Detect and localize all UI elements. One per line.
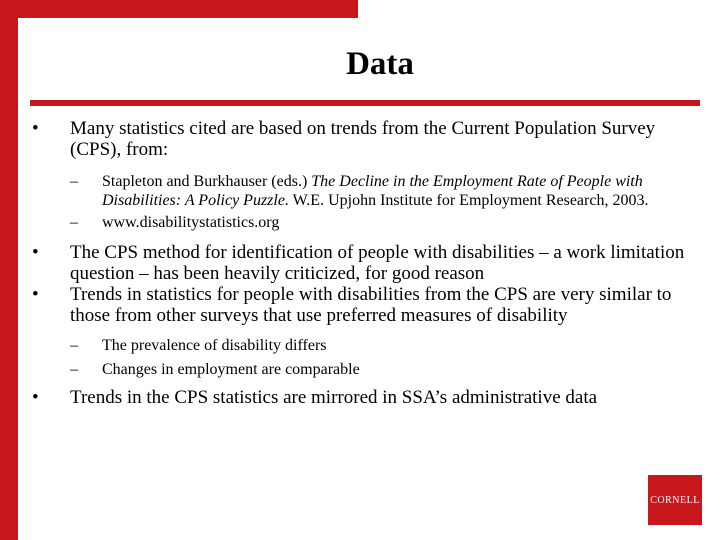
title-underline [30,100,700,106]
dash-icon: – [70,173,78,190]
bullet-icon: • [32,284,39,305]
dash-icon: – [70,214,78,231]
sub-bullet-item [28,172,698,210]
logo-text: CORNELL [650,494,700,506]
slide-content [28,118,698,408]
bullet-item [28,242,698,284]
sub-bullet-text: Changes in employment are comparable [102,361,360,378]
bullet-text: The CPS method for identification of people with disabilities – a work limitation question – has been heavily criticized, for good reason [70,242,685,284]
reference-title: The Decline in the Employment Rate of People with Disabilities: A Policy Puzzle. [102,173,643,209]
sub-bullet-item [28,360,698,379]
bullet-icon: • [32,387,39,408]
slide-title: Data [346,46,414,82]
bullet-item [28,284,698,326]
bullet-icon: • [32,118,39,139]
website-link-text: www.disabilitystatistics.org [102,214,280,231]
bullet-icon: • [32,242,39,263]
bullet-text: Many statistics cited are based on trends from the Current Population Survey (CPS), from: [70,118,656,160]
bullet-text: Trends in the CPS statistics are mirrored in SSA’s administrative data [70,387,598,408]
sub-bullet-text: The prevalence of disability differs [102,337,327,354]
reference-authors: Stapleton and Burkhauser (eds.) [102,173,312,190]
reference-publisher: W.E. Upjohn Institute for Employment Research, 2003. [288,192,649,209]
sub-bullet-item [28,336,698,355]
left-accent-band [0,0,18,540]
bullet-item [28,387,698,408]
dash-icon: – [70,337,78,354]
bullet-item [28,118,698,160]
sub-bullet-item [28,213,698,232]
cornell-logo [648,475,702,525]
bullet-text: Trends in statistics for people with disabilities from the CPS are very similar to those from other surveys that use preferred measures of disability [70,284,672,326]
dash-icon: – [70,361,78,378]
top-accent-band [0,0,358,18]
